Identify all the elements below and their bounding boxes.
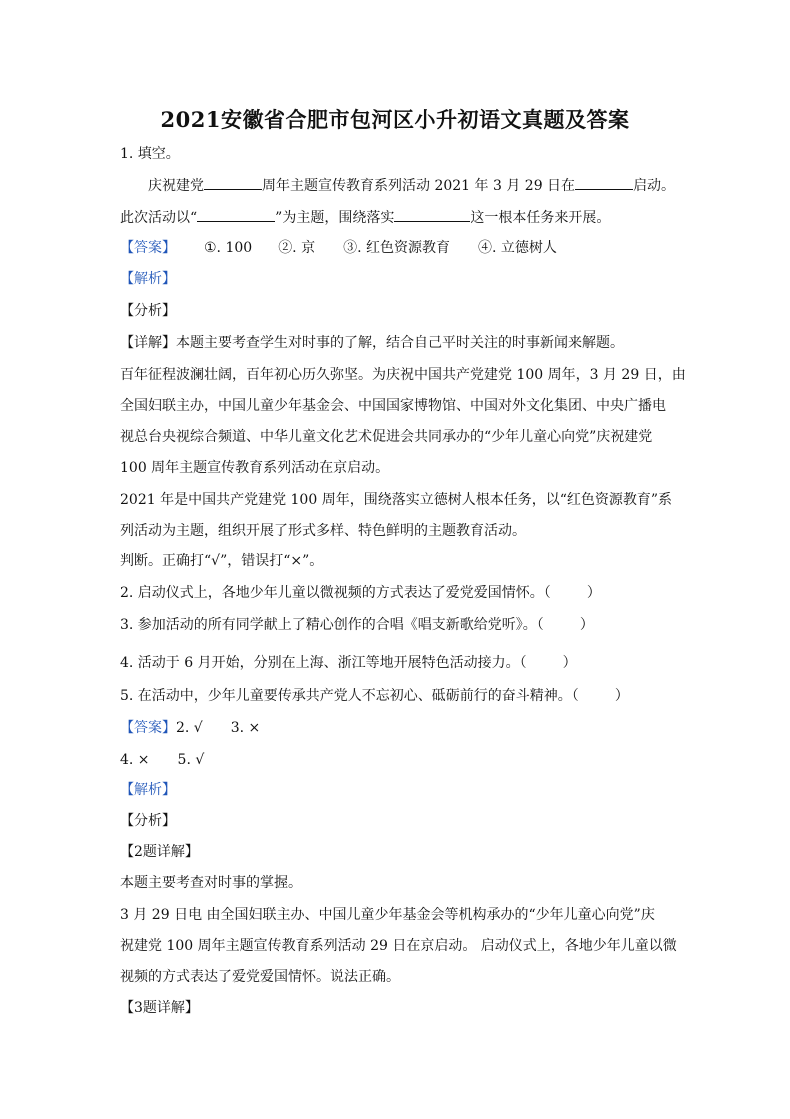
- judge-item-2: [120, 583, 601, 603]
- analysis-tag: 【解析】: [120, 782, 176, 798]
- detail-2-tag: 【2题详解】: [120, 844, 199, 860]
- q1-text-b: 周年主题宣传教育系列活动 2021 年 3 月 29 日在: [262, 178, 576, 194]
- q1-text-e: ”为主题，围绕落实: [275, 210, 395, 226]
- answer-1: ①. 100: [204, 240, 253, 256]
- judge-item-text: 2. 启动仪式上，各地少年儿童以微视频的方式表达了爱党爱国情怀。（: [120, 585, 551, 601]
- paragraph-1-line: 100 周年主题宣传教育系列活动在京启动。: [120, 460, 390, 476]
- fill-blank-2[interactable]: [575, 176, 633, 190]
- q1-answer-row: [120, 238, 557, 258]
- analysis-tag: 【解析】: [120, 271, 176, 287]
- answer-4: ④. 立德树人: [478, 240, 557, 256]
- detail-2-paragraph-line: 视频的方式表达了爱党爱国情怀。说法正确。: [120, 969, 400, 985]
- judge-item-text: 4. 活动于 6 月开始，分别在上海、浙江等地开展特色活动接力。（: [120, 655, 527, 671]
- fenxi-tag: 【分析】: [120, 303, 176, 319]
- question-1-line-1: [148, 176, 675, 196]
- answer-tag: 【答案】: [120, 240, 176, 256]
- paragraph-1-line: 视总台央视综合频道、中华儿童文化艺术促进会共同承办的“少年儿童心向党”庆祝建党: [120, 429, 653, 445]
- page-title: 2021安徽省合肥市包河区小升初语文真题及答案: [160, 107, 630, 132]
- answer-2: ②. 京: [278, 240, 316, 256]
- fill-blank-3[interactable]: [197, 208, 275, 222]
- judge-item-4: [120, 653, 577, 673]
- detail-tag: 【详解】: [120, 335, 176, 351]
- q1-text-c: 启动。: [633, 178, 676, 194]
- detail-text: 本题主要考查学生对时事的了解，结合自己平时关注的时事新闻来解题。: [176, 335, 624, 351]
- answer-5: 5. √: [177, 752, 205, 768]
- answer-3: 3. ×: [230, 720, 261, 736]
- judge-item-5: [120, 686, 629, 706]
- detail-3-tag: 【3题详解】: [120, 1000, 199, 1016]
- fill-blank-4[interactable]: [394, 208, 470, 222]
- detail-2-text: 本题主要考查对时事的掌握。: [120, 875, 302, 891]
- judge-item-3: [120, 615, 594, 635]
- paragraph-1-line: 全国妇联主办，中国儿童少年基金会、中国国家博物馆、中国对外文化集团、中央广播电: [120, 398, 666, 414]
- judge-answer-row-1: [120, 718, 260, 738]
- answer-4: 4. ×: [120, 752, 150, 768]
- judge-item-close: ）: [579, 617, 594, 633]
- judge-item-text: 5. 在活动中，少年儿童要传承共产党人不忘初心、砥砺前行的奋斗精神。（: [120, 688, 579, 704]
- judge-item-text: 3. 参加活动的所有同学献上了精心创作的合唱《唱支新歌给党听》。（: [120, 617, 544, 633]
- judge-item-close: ）: [562, 655, 577, 671]
- answer-3: ③. 红色资源教育: [343, 240, 450, 256]
- answer-tag: 【答案】: [120, 720, 176, 736]
- q1-text-a: 庆祝建党: [148, 178, 204, 194]
- detail-2-paragraph-line: 3 月 29 日电 由全国妇联主办、中国儿童少年基金会等机构承办的“少年儿童心向党”庆: [120, 907, 655, 923]
- judge-item-close: ）: [614, 688, 629, 704]
- q1-text-f: 这一根本任务来开展。: [470, 210, 611, 226]
- fill-blank-1[interactable]: [204, 176, 262, 190]
- paragraph-2-line: 列活动为主题，组织开展了形式多样、特色鲜明的主题教育活动。: [120, 523, 526, 539]
- detail-line: [120, 333, 624, 353]
- answer-2: 2. √: [176, 720, 203, 736]
- paragraph-2-line: 2021 年是中国共产党建党 100 周年，围绕落实立德树人根本任务，以“红色资源教育”系: [120, 492, 673, 508]
- judge-instruction: 判断。正确打“√”，错误打“×”。: [120, 553, 324, 569]
- question-1-label: 1. 填空。: [120, 146, 180, 162]
- judge-item-close: ）: [586, 585, 601, 601]
- question-1-line-2: [120, 208, 610, 228]
- fenxi-tag: 【分析】: [120, 813, 176, 829]
- q1-text-d: 此次活动以“: [120, 210, 198, 226]
- judge-answer-row-2: [120, 750, 204, 770]
- detail-2-paragraph-line: 祝建党 100 周年主题宣传教育系列活动 29 日在京启动。 启动仪式上，各地少年儿童以微: [120, 938, 677, 954]
- paragraph-1-line: 百年征程波澜壮阔，百年初心历久弥坚。为庆祝中国共产党建党 100 周年，3 月 29 日，由: [120, 367, 686, 383]
